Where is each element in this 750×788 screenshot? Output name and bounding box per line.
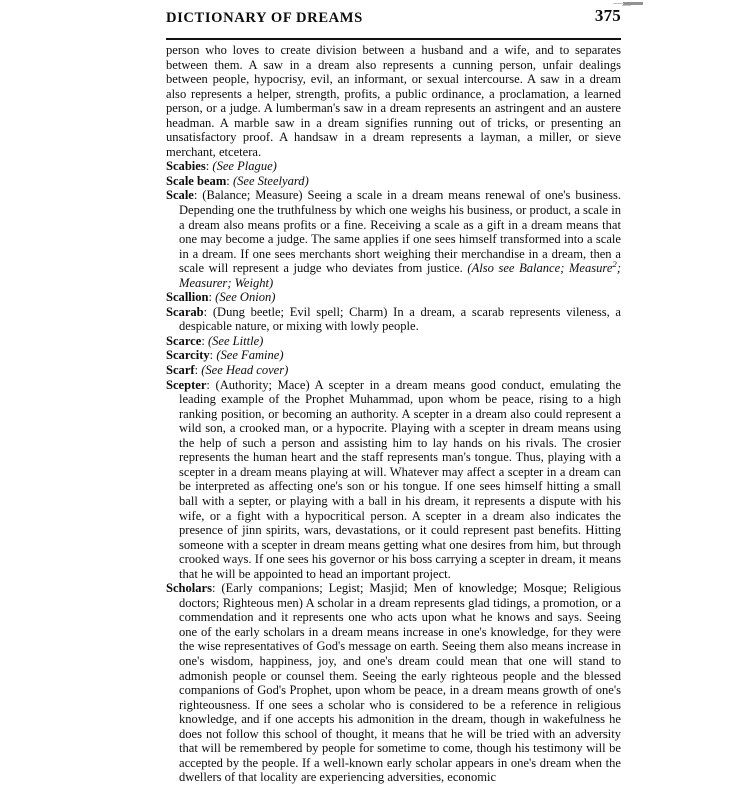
entry-crossreference: (See Head cover)	[201, 363, 289, 378]
entry-body: (Dung beetle; Evil spell; Charm) In a dream, a scarab represents vileness, a despicable nature, or mixing with lowly people.	[179, 304, 621, 334]
header-rule	[166, 38, 621, 40]
entry-separator: :	[194, 363, 199, 378]
page-number: 375	[594, 6, 621, 25]
entry-separator: :	[209, 348, 214, 363]
entry-headword: Scarcity	[166, 348, 210, 363]
entry-headword: Scarce	[166, 333, 202, 348]
running-head	[166, 0, 621, 30]
entry-scarf	[166, 363, 621, 378]
crossreference-prefix: (Also see Balance; Measure	[467, 261, 613, 276]
entry-crossreference: (See Little)	[207, 333, 264, 348]
entry-headword: Scarab	[166, 304, 204, 319]
crossreference-suffix: ; Measurer; Weight)	[179, 261, 621, 290]
page-content	[166, 0, 622, 785]
entry-crossreference: (See Famine)	[216, 348, 284, 363]
entry-scarce	[166, 334, 621, 349]
page-title: DICTIONARY OF DREAMS	[166, 10, 363, 26]
entry-scabies	[166, 159, 621, 174]
entry-crossreference: (See Onion)	[215, 290, 276, 305]
entry-separator: :	[201, 333, 205, 348]
entry-body: (Balance; Measure) Seeing a scale in a dream means renewal of one's business. Depending one the truthfulness by which one weighs his business, or product, a scale in a dream also means profits or a fine. Receiving a scale as a gift in a dream means that one may become a judge. The same applies if one sees himself transformed into a scale in a dream. If one sees merchants short weighing their merchandise in a dream, then a scale will represent a judge who deviates from justice.	[179, 188, 621, 276]
entry-crossreference: (See Plague)	[212, 159, 277, 174]
entry-scarab	[166, 305, 621, 334]
entry-headword: Scale beam	[166, 173, 227, 188]
entry-scepter	[166, 378, 621, 582]
crossreference-superscript: 2	[612, 259, 617, 270]
entry-scallion	[166, 290, 621, 305]
entry-separator: :	[226, 173, 230, 188]
entry-headword: Scale	[166, 188, 194, 203]
entry-scarcity	[166, 348, 621, 363]
entry-headword: Scepter	[166, 377, 207, 392]
continued-paragraph: person who loves to create division between a husband and a wife, and to separates between them. A saw in a dream also represents a cunning person, unfair dealings between people, hypocrisy, evil, an informant, or sexual intercourse. A saw in a dream also represents a helper, strength, profits, a public ordinance, a proclamation, a learned person, or a judge. A lumberman's saw in a dream represents an astringent and an austere headman. A marble saw in a dream signifies running out of tricks, or presenting an unsatisfactory proof. A handsaw in a dream represents a layman, a miller, or sieve merchant, etcetera.	[166, 43, 621, 159]
entry-headword: Scallion	[166, 290, 209, 305]
entry-separator: :	[208, 290, 213, 305]
entry-body: (Early companions; Legist; Masjid; Men of knowledge; Mosque; Religious doctors; Righteous men) A scholar in a dream represents glad tidings, a promotion, or a commendation and it represents one who acts upon what he knows and says. Seeing one of the early scholars in a dream means increase in one's knowledge, for they were the wise representatives of God's message on earth. Seeing them also means increase in one's wisdom, happiness, joy, and one's dream could mean that one will stand to admonish people or counsel them. Seeing the early righteous people and the blessed companions of God's Prophet, upon whom be peace, in a dream means growth of one's righteousness. If one sees a scholar who is considered to be a reference in religious knowledge, and if one accepts his admonition in the dream, though in wakefulness he does not follow this school of thought, it means that he will be tried with an adversity that will be remembered by people for sometime to come, though his testimony will be accepted by the people. If a well-known early scholar appears in one's dream when the dwellers of that locality are experiencing adversities, economic	[179, 581, 621, 785]
entry-body: (Authority; Mace) A scepter in a dream means good conduct, emulating the leading example of the Prophet Muhammad, upon whom be peace, rising to a high ranking position, or becoming an authority. A scepter in a dream also could represent a wild son, a crooked man, or a hypocrite. Playing with a scepter in dream means using the help of such a person and assisting him to lay hands on his rivals. The crosier represents the human heart and the staff represents man's tongue. Thus, playing with a scepter in a dream means playing at will. Whatever may affect a scepter in a dream can be interpreted as affecting one's son or his tongue. If one sees himself hitting a small ball with a septer, or playing with a ball in his dream, it represents a dispute with his wife, or a fight with a hypocritical person. A scepter in a dream also indicates the presence of jinn spirits, wars, devastations, or it could represent past benefits. Hitting someone with a scepter in dream means getting what one desires from him, but through crooked ways. If one sees his governor or his boss carrying a scepter in dream, it means that he will be appointed to head an important project.	[179, 377, 622, 581]
body-text	[166, 43, 621, 785]
entry-separator: :	[203, 304, 208, 319]
entry-headword: Scholars	[166, 581, 213, 596]
entry-scholars	[166, 581, 621, 785]
entry-scale-beam	[166, 174, 621, 189]
entry-separator: :	[206, 377, 210, 392]
entry-scale	[166, 188, 621, 290]
entry-headword: Scarf	[166, 363, 195, 378]
entry-headword: Scabies	[166, 159, 206, 174]
entry-crossreference: (See Steelyard)	[232, 173, 309, 188]
entry-separator: :	[205, 159, 210, 174]
entry-separator: :	[193, 188, 198, 203]
entry-separator: :	[212, 581, 216, 596]
